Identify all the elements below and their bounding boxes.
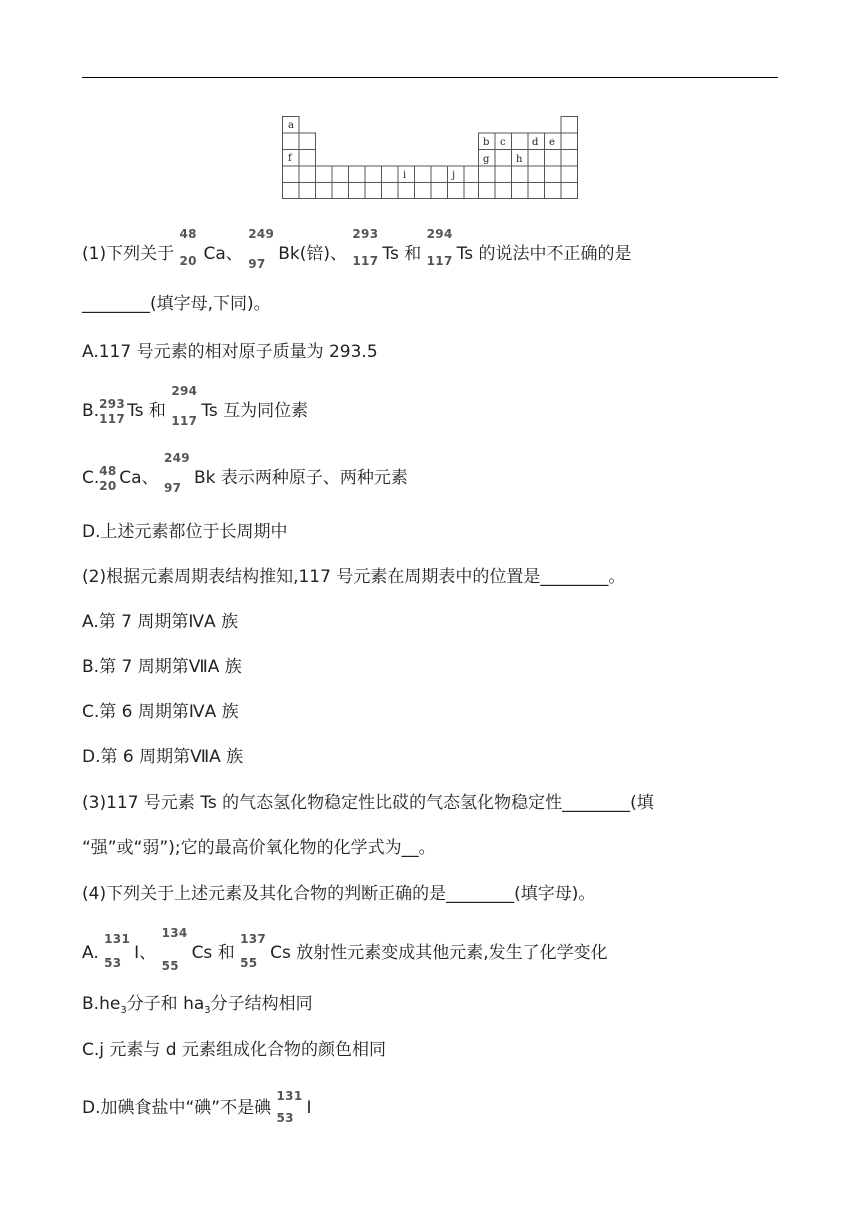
i131-atomic-number: 53 bbox=[104, 956, 122, 970]
sep: 、 bbox=[139, 943, 157, 963]
nuclide-ts294 bbox=[171, 384, 201, 428]
ts294-atomic-number: 117 bbox=[426, 254, 453, 268]
subscript: 3 bbox=[120, 1005, 127, 1016]
cs137-atomic-number: 55 bbox=[240, 956, 258, 970]
ca-mass-number: 48 bbox=[179, 227, 197, 241]
ts293-mass-number: 293 bbox=[99, 397, 126, 411]
i131-symbol: I bbox=[306, 1098, 312, 1118]
sep: 、 bbox=[225, 244, 243, 264]
cs134-symbol: Cs bbox=[191, 943, 213, 963]
q4-option-a bbox=[82, 926, 608, 973]
nuclide-ca bbox=[179, 227, 204, 268]
opt-suffix: 表示两种原子、两种元素 bbox=[220, 468, 408, 488]
q4-stem: (4)下列关于上述元素及其化合物的判断正确的是________(填字母)。 bbox=[82, 884, 596, 904]
bk-symbol: Bk bbox=[193, 468, 216, 488]
bk-atomic-number: 97 bbox=[163, 481, 182, 495]
header-rule bbox=[82, 77, 778, 78]
opt-b-text-1: B.he bbox=[82, 994, 121, 1014]
cell-label-f: f bbox=[288, 153, 292, 164]
cs137-mass-number: 137 bbox=[240, 932, 267, 946]
cell-label-i: i bbox=[403, 170, 407, 181]
ca-symbol: Ca bbox=[119, 468, 142, 488]
q2-option-d: D.第 6 周期第ⅦA 族 bbox=[82, 747, 244, 767]
cs134-mass-number: 134 bbox=[161, 926, 188, 940]
cs137-symbol: Cs bbox=[270, 943, 291, 963]
ca-atomic-number: 20 bbox=[99, 479, 117, 493]
opt-suffix: 互为同位素 bbox=[223, 401, 309, 421]
q4-option-c: C.j 元素与 d 元素组成化合物的颜色相同 bbox=[82, 1040, 386, 1060]
q1-stem-text: (1)下列关于 bbox=[82, 244, 175, 264]
ca-symbol: Ca bbox=[203, 244, 226, 264]
bk-symbol: Bk bbox=[278, 244, 300, 264]
q2-option-c: C.第 6 周期第ⅣA 族 bbox=[82, 702, 239, 722]
q1-option-b bbox=[82, 384, 309, 428]
ts293-atomic-number: 117 bbox=[352, 254, 379, 268]
cell-label-b: b bbox=[483, 137, 490, 148]
q3-line-1: (3)117 号元素 Ts 的气态氢化物稳定性比砹的气态氢化物稳定性________(填 bbox=[82, 793, 654, 813]
i131-atomic-number: 53 bbox=[276, 1111, 294, 1125]
q4-option-d bbox=[82, 1089, 312, 1125]
cell-label-g: g bbox=[483, 154, 490, 165]
opt-prefix: B. bbox=[82, 401, 100, 421]
sep: 、 bbox=[141, 468, 159, 488]
periodic-table-outline bbox=[282, 116, 578, 199]
subscript: 3 bbox=[204, 1005, 211, 1016]
cs134-atomic-number: 55 bbox=[161, 959, 179, 973]
opt-b-text-2: 分子和 ha bbox=[126, 994, 205, 1014]
ts294-symbol: Ts bbox=[201, 401, 218, 421]
ts294-atomic-number: 117 bbox=[171, 414, 198, 428]
q2-stem: (2)根据元素周期表结构推知,117 号元素在周期表中的位置是________。 bbox=[82, 567, 626, 587]
cell-label-e: e bbox=[549, 137, 555, 148]
q1-option-a: A.117 号元素的相对原子质量为 293.5 bbox=[82, 342, 378, 362]
q1-option-d: D.上述元素都位于长周期中 bbox=[82, 522, 288, 542]
ts293-atomic-number: 117 bbox=[99, 412, 126, 426]
nuclide-cs134 bbox=[161, 926, 192, 973]
nuclide-i131 bbox=[104, 932, 134, 970]
nuclide-ts293 bbox=[99, 397, 127, 426]
opt-d-text: D.加碘食盐中“碘”不是碘 bbox=[82, 1098, 272, 1118]
table-grid bbox=[283, 117, 578, 199]
q4-option-b bbox=[82, 994, 313, 1017]
q2-option-b: B.第 7 周期第ⅦA 族 bbox=[82, 657, 242, 677]
q2-option-a: A.第 7 周期第ⅣA 族 bbox=[82, 612, 239, 632]
bk-atomic-number: 97 bbox=[248, 257, 266, 271]
i131-symbol: I bbox=[134, 943, 140, 963]
bk-mass-number: 249 bbox=[163, 451, 190, 465]
ca-atomic-number: 20 bbox=[179, 254, 197, 268]
and-text: 和 bbox=[148, 401, 166, 421]
q1-stem-text-2: 的说法中不正确的是 bbox=[478, 244, 632, 264]
q3-line-2: “强”或“弱”);它的最高价氧化物的化学式为__。 bbox=[82, 838, 436, 858]
opt-b-text-3: 分子结构相同 bbox=[210, 994, 313, 1014]
cell-label-c: c bbox=[500, 137, 506, 148]
nuclide-i131 bbox=[276, 1089, 307, 1125]
ts293-symbol: Ts bbox=[127, 401, 144, 421]
ts294-mass-number: 294 bbox=[426, 227, 453, 241]
cell-label-j: j bbox=[452, 170, 456, 181]
nuclide-bk bbox=[163, 451, 194, 495]
bk-note: (锫)、 bbox=[299, 244, 347, 264]
ts293-mass-number: 293 bbox=[352, 227, 379, 241]
ts294-symbol: Ts bbox=[456, 244, 474, 264]
cell-label-h: h bbox=[516, 154, 523, 165]
q1-option-c bbox=[82, 451, 408, 495]
i131-mass-number: 131 bbox=[276, 1089, 303, 1103]
ts294-mass-number: 294 bbox=[171, 384, 198, 398]
opt-prefix: C. bbox=[82, 468, 100, 488]
nuclide-ts294 bbox=[426, 227, 457, 268]
opt-prefix: A. bbox=[82, 943, 99, 963]
cell-label-a: a bbox=[288, 120, 294, 131]
i131-mass-number: 131 bbox=[104, 932, 131, 946]
and-text: 和 bbox=[217, 943, 235, 963]
ca-mass-number: 48 bbox=[99, 464, 117, 478]
q1-stem bbox=[82, 227, 632, 271]
nuclide-ca bbox=[99, 464, 119, 493]
bk-mass-number: 249 bbox=[248, 227, 275, 241]
and-text: 和 bbox=[404, 244, 422, 264]
ts293-symbol: Ts bbox=[382, 244, 399, 264]
nuclide-ts293 bbox=[352, 227, 382, 268]
q1-blank-line: ________(填字母,下同)。 bbox=[82, 294, 271, 314]
nuclide-cs137 bbox=[240, 932, 270, 970]
opt-suffix: 放射性元素变成其他元素,发生了化学变化 bbox=[296, 943, 608, 963]
nuclide-bk bbox=[248, 227, 278, 271]
cell-label-d: d bbox=[532, 137, 539, 148]
